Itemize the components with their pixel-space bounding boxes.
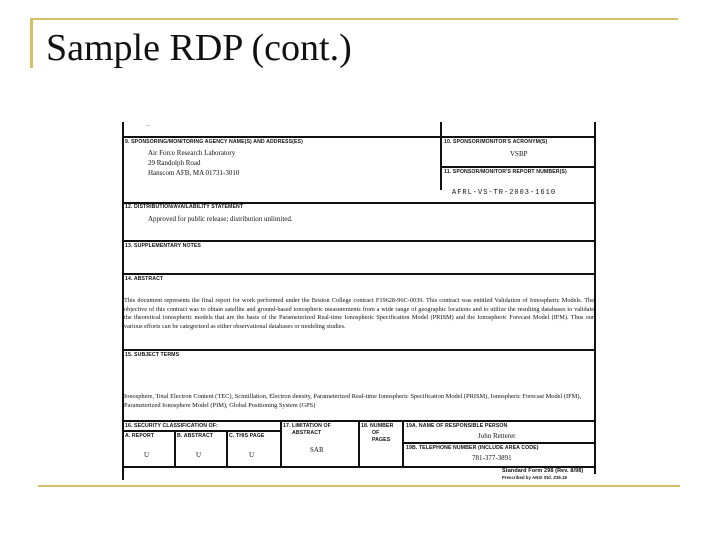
rule-13: [122, 240, 596, 242]
agency-line-1: Air Force Research Laboratory: [148, 149, 236, 157]
responsible-person-value: John Retterer: [478, 432, 516, 440]
telephone-value: 781-377-3891: [472, 454, 512, 462]
field-abstract-label: 14. ABSTRACT: [125, 276, 164, 282]
rule-15: [122, 349, 596, 351]
field-number-pages-label-3: PAGES: [372, 437, 391, 443]
sponsor-acronym-value: VSBP: [510, 150, 528, 158]
report-documentation-form: [122, 122, 596, 480]
footer-prescribed-by: Prescribed by ANSI Std. Z39.18: [502, 475, 567, 480]
rule-v-16b: [226, 430, 228, 466]
field-responsible-person-label: 19A. NAME OF RESPONSIBLE PERSON: [406, 423, 508, 429]
abstract-text: This document represents the final report for work performed under the Boston College contract F19628-96C-0039. This contract was entitled Validation of Ionospheric Models. The objective of this contract was to obtain satellite and ground-based ionospheric measurements from a wide range of geographic locations and to utilize the resulting databases to validate the theoretical ionospheric models that are the basis of the Parameterized Real-time Ionospheric Specification Model (PRISM) and the Ionospheric Forecast Model (IFM). Thus our various efforts can be categorized as either observational databases or modeling studies.: [124, 297, 594, 330]
abstract-class-value: U: [196, 451, 202, 459]
rule-acronym: [440, 166, 596, 168]
field-limitation-label-2: ABSTRACT: [292, 430, 322, 436]
slide-accent-top-rule: [30, 18, 678, 20]
rule-19b: [402, 442, 596, 444]
sponsor-report-number-value: AFRL-VS-TR-2003-1610: [452, 189, 557, 197]
field-sponsor-report-number-label: 11. SPONSOR/MONITOR'S REPORT NUMBER(S): [444, 169, 567, 175]
top-cut-text: ...: [146, 122, 151, 128]
rule-v-16a: [174, 430, 176, 466]
field-telephone-label: 19B. TELEPHONE NUMBER (INCLUDE AREA CODE): [406, 445, 539, 451]
rule-16-sub: [122, 430, 280, 432]
agency-line-3: Hanscom AFB, MA 01731-3010: [148, 169, 240, 177]
field-sponsor-acronym-label: 10. SPONSOR/MONITOR'S ACRONYM(S): [444, 139, 548, 145]
page-class-value: U: [249, 451, 255, 459]
footer-form-number: Standard Form 298 (Rev. 8/98): [502, 468, 584, 474]
rule-v-sponsor: [440, 122, 442, 190]
distribution-value: Approved for public release; distribution unlimited.: [148, 215, 293, 223]
field-supplementary-notes-label: 13. SUPPLEMENTARY NOTES: [125, 243, 201, 249]
field-sponsoring-agency-label: 9. SPONSORING/MONITORING AGENCY NAME(S) AND ADDRESS(ES): [125, 139, 303, 145]
field-number-pages-label-1: 18. NUMBER: [361, 423, 394, 429]
subject-terms-text: Ionosphere, Total Electron Content (TEC), Scintillation, Electron density, Parameterized Real-time Ionospheric Specification Model (PRISM), Ionospheric Forecast Model (IFM), Parameterized Ionosphere Model (PIM), Global Positioning System (GPS): [124, 393, 582, 409]
rule-top: [122, 136, 596, 138]
rule-v-17: [280, 420, 282, 466]
agency-line-2: 29 Randolph Road: [148, 159, 201, 167]
field-report-class-label: A. REPORT: [125, 433, 155, 439]
rule-14: [122, 273, 596, 275]
field-limitation-label-1: 17. LIMITATION OF: [283, 423, 331, 429]
field-distribution-label: 12. DISTRIBUTION/AVAILABILITY STATEMENT: [125, 204, 244, 210]
limitation-value: SAR: [310, 446, 324, 454]
field-security-classification-label: 16. SECURITY CLASSIFICATION OF:: [125, 423, 218, 429]
report-class-value: U: [144, 451, 150, 459]
field-page-class-label: C. THIS PAGE: [229, 433, 265, 439]
field-number-pages-label-2: OF: [372, 430, 380, 436]
field-abstract-class-label: B. ABSTRACT: [177, 433, 214, 439]
field-subject-terms-label: 15. SUBJECT TERMS: [125, 352, 180, 358]
slide-accent-vertical: [30, 18, 33, 68]
rule-v-18: [358, 420, 360, 466]
slide-title: Sample RDP (cont.): [46, 27, 352, 69]
slide-accent-bottom-rule: [38, 485, 680, 487]
